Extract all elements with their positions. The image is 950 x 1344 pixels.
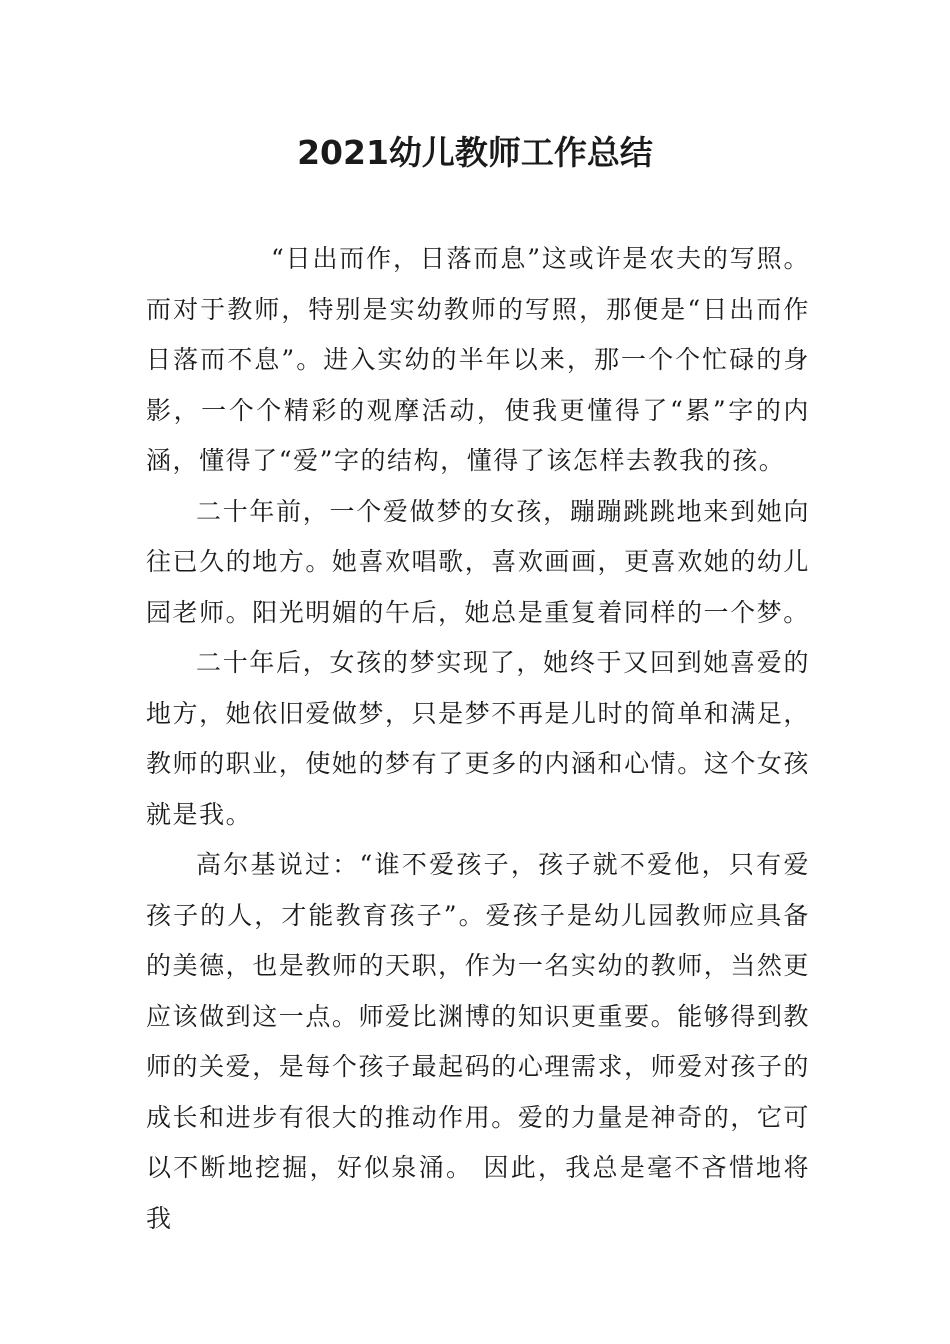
paragraph-3: 二十年后，女孩的梦实现了，她终于又回到她喜爱的地方，她依旧爱做梦，只是梦不再是儿时的简单和满足，教师的职业，使她的梦有了更多的内涵和心情。这个女孩就是我。 [146,648,810,829]
document-body [146,234,810,1244]
document-title: 2021幼儿教师工作总结 [297,133,653,172]
paragraph-2: 二十年前，一个爱做梦的女孩，蹦蹦跳跳地来到她向往已久的地方。她喜欢唱歌，喜欢画画，更喜欢她的幼儿园老师。阳光明媚的午后，她总是重复着同样的一个梦。 [146,496,810,627]
paragraph-4: 高尔基说过：“谁不爱孩子，孩子就不爱他，只有爱孩子的人，才能教育孩子”。爱孩子是幼儿园教师应具备的美德，也是教师的天职，作为一名实幼的教师，当然更应该做到这一点。师爱比渊博的知识更重要。能够得到教师的关爱，是每个孩子最起码的心理需求，师爱对孩子的成长和进步有很大的推动作用。爱的力量是神奇的，它可以不断地挖掘，好似泉涌。 因此，我总是毫不吝惜地将我 [146,850,810,1233]
paragraph-1: “日出而作，日落而息”这或许是农夫的写照。而对于教师，特别是实幼教师的写照，那便是“日出而作日落而不息”。进入实幼的半年以来，那一个个忙碌的身影，一个个精彩的观摩活动，使我更懂得了“累”字的内涵，懂得了“爱”字的结构，懂得了该怎样去教我的孩。 [146,244,810,475]
